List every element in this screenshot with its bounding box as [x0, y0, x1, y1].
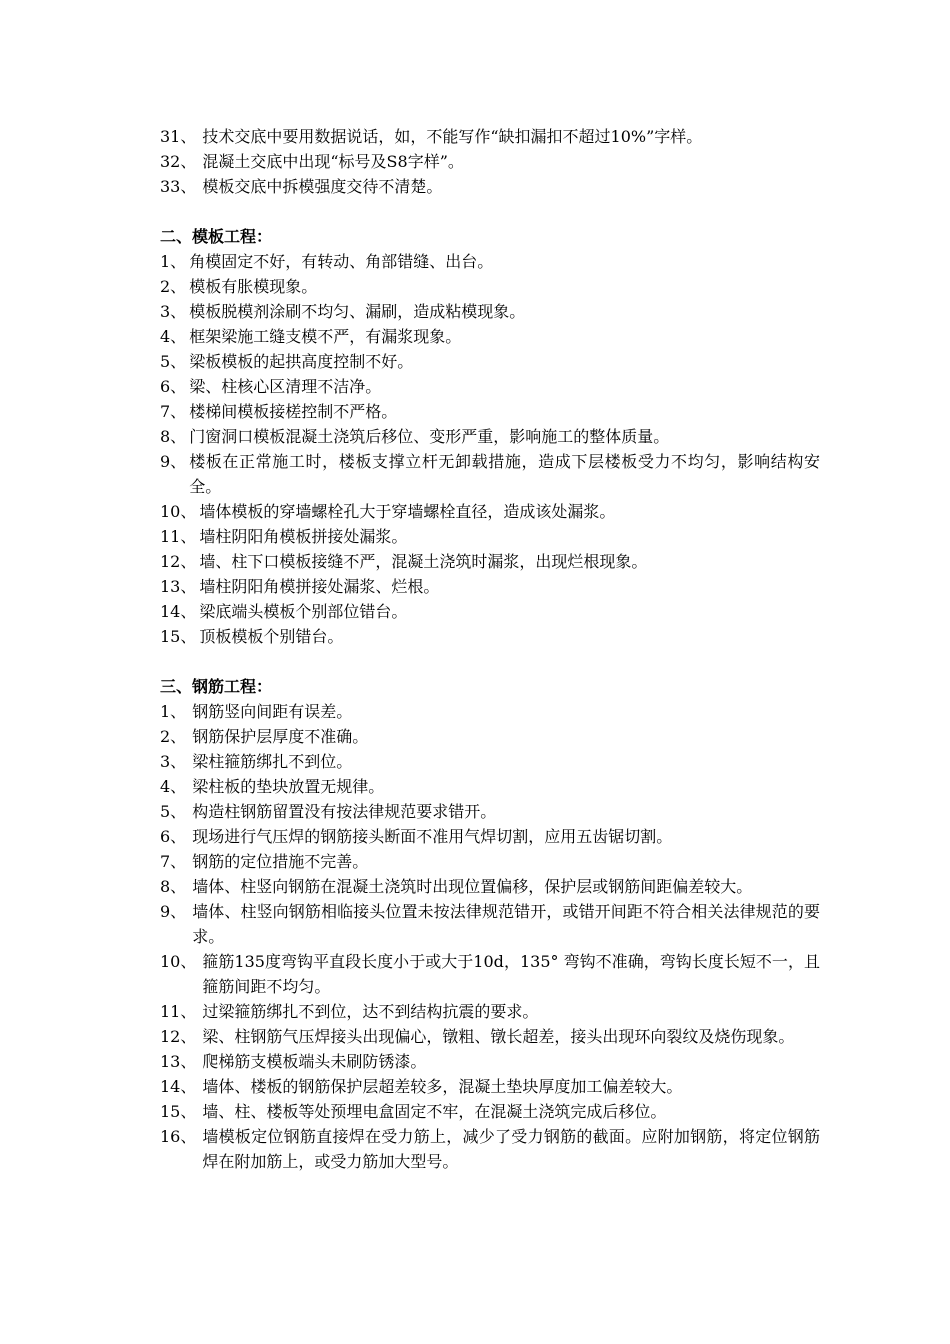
- item-number: 10、: [160, 502, 197, 521]
- item-text: 角模固定不好，有转动、角部错缝、出台。: [189, 252, 494, 271]
- item-number: 12、: [160, 552, 197, 571]
- list-item: [160, 874, 820, 899]
- item-text: 墙、柱下口模板接缝不严，混凝土浇筑时漏浆，出现烂根现象。: [199, 552, 648, 571]
- item-text: 过梁箍筋绑扎不到位，达不到结构抗震的要求。: [202, 1002, 539, 1021]
- item-text: 模板脱模剂涂刷不均匀、漏刷，造成粘模现象。: [189, 302, 526, 321]
- formwork-list: [160, 249, 820, 649]
- item-number: 32、: [160, 152, 197, 171]
- item-text: 模板交底中拆模强度交待不清楚。: [202, 177, 443, 196]
- list-item: [160, 1124, 820, 1174]
- item-number: 3、: [160, 302, 187, 321]
- list-item: [160, 549, 820, 574]
- item-number: 13、: [160, 1052, 197, 1071]
- list-item: [160, 799, 820, 824]
- item-number: 33、: [160, 177, 197, 196]
- list-item: [160, 749, 820, 774]
- item-number: 15、: [160, 627, 197, 646]
- list-item: [160, 999, 820, 1024]
- list-item: [160, 574, 820, 599]
- item-text: 模板有胀模现象。: [189, 277, 318, 296]
- list-item: [160, 349, 820, 374]
- item-number: 15、: [160, 1102, 197, 1121]
- item-number: 8、: [160, 427, 187, 446]
- item-text: 墙体、柱竖向钢筋相临接头位置未按法律规范错开，或错开间距不符合相关法律规范的要求。: [192, 902, 820, 946]
- item-text: 框架梁施工缝支模不严，有漏浆现象。: [189, 327, 462, 346]
- item-number: 31、: [160, 127, 197, 146]
- item-text: 梁柱板的垫块放置无规律。: [192, 777, 385, 796]
- list-item: [160, 899, 820, 949]
- rebar-list: [160, 699, 820, 1174]
- item-number: 14、: [160, 602, 197, 621]
- item-number: 14、: [160, 1077, 197, 1096]
- list-item: [160, 624, 820, 649]
- item-text: 顶板模板个别错台。: [199, 627, 344, 646]
- item-text: 构造柱钢筋留置没有按法律规范要求错开。: [192, 802, 497, 821]
- item-number: 6、: [160, 827, 187, 846]
- list-item: [160, 824, 820, 849]
- item-number: 9、: [160, 902, 187, 921]
- item-text: 技术交底中要用数据说话，如，不能写作“缺扣漏扣不超过10%”字样。: [202, 127, 703, 146]
- item-number: 1、: [160, 702, 187, 721]
- item-number: 11、: [160, 1002, 197, 1021]
- list-item: [160, 499, 820, 524]
- list-item: [160, 1074, 820, 1099]
- list-item: [160, 249, 820, 274]
- list-item: [160, 399, 820, 424]
- item-number: 16、: [160, 1127, 197, 1146]
- item-text: 钢筋保护层厚度不准确。: [192, 727, 369, 746]
- item-text: 梁底端头模板个别部位错台。: [199, 602, 408, 621]
- item-number: 12、: [160, 1027, 197, 1046]
- item-number: 4、: [160, 777, 187, 796]
- item-number: 6、: [160, 377, 187, 396]
- list-item: [160, 849, 820, 874]
- item-text: 梁柱箍筋绑扎不到位。: [192, 752, 353, 771]
- item-text: 楼梯间模板接槎控制不严格。: [189, 402, 398, 421]
- item-text: 墙体模板的穿墙螺栓孔大于穿墙螺栓直径，造成该处漏浆。: [199, 502, 616, 521]
- item-text: 门窗洞口模板混凝土浇筑后移位、变形严重，影响施工的整体质量。: [189, 427, 670, 446]
- item-text: 钢筋竖向间距有误差。: [192, 702, 353, 721]
- item-number: 9、: [160, 452, 187, 471]
- list-item: [160, 1099, 820, 1124]
- list-item: [160, 424, 820, 449]
- item-text: 楼板在正常施工时，楼板支撑立杆无卸载措施，造成下层楼板受力不均匀，影响结构安全。: [189, 452, 820, 496]
- item-number: 7、: [160, 852, 187, 871]
- section-formwork: [160, 224, 820, 649]
- item-number: 7、: [160, 402, 187, 421]
- item-text: 钢筋的定位措施不完善。: [192, 852, 369, 871]
- item-text: 墙模板定位钢筋直接焊在受力筋上，减少了受力钢筋的截面。应附加钢筋，将定位钢筋焊在附加筋上，或受力筋加大型号。: [202, 1127, 820, 1171]
- item-text: 梁、柱钢筋气压焊接头出现偏心，镦粗、镦长超差，接头出现环向裂纹及烧伤现象。: [202, 1027, 795, 1046]
- item-text: 箍筋135度弯钩平直段长度小于或大于10d，135° 弯钩不准确，弯钩长度长短不一，且箍筋间距不均匀。: [202, 952, 820, 996]
- list-item: [160, 174, 820, 199]
- item-text: 梁板模板的起拱高度控制不好。: [189, 352, 414, 371]
- item-text: 墙柱阴阳角模板拼接处漏浆。: [199, 527, 408, 546]
- item-text: 现场进行气压焊的钢筋接头断面不准用气焊切割，应用五齿锯切割。: [192, 827, 673, 846]
- list-item: [160, 374, 820, 399]
- list-item: [160, 274, 820, 299]
- item-number: 2、: [160, 277, 187, 296]
- item-number: 13、: [160, 577, 197, 596]
- list-item: [160, 324, 820, 349]
- list-item: [160, 124, 820, 149]
- item-number: 2、: [160, 727, 187, 746]
- list-item: [160, 774, 820, 799]
- list-item: [160, 599, 820, 624]
- list-item: [160, 149, 820, 174]
- list-item: [160, 1024, 820, 1049]
- item-number: 10、: [160, 952, 197, 971]
- list-item: [160, 699, 820, 724]
- item-number: 3、: [160, 752, 187, 771]
- list-item: [160, 1049, 820, 1074]
- section-heading-rebar: 三、钢筋工程：: [160, 677, 273, 696]
- item-text: 墙柱阴阳角模拼接处漏浆、烂根。: [199, 577, 440, 596]
- item-number: 1、: [160, 252, 187, 271]
- item-number: 4、: [160, 327, 187, 346]
- list-item: [160, 524, 820, 549]
- item-text: 墙、柱、楼板等处预埋电盒固定不牢，在混凝土浇筑完成后移位。: [202, 1102, 667, 1121]
- list-item: [160, 724, 820, 749]
- list-item: [160, 299, 820, 324]
- item-text: 墙体、楼板的钢筋保护层超差较多，混凝土垫块厚度加工偏差较大。: [202, 1077, 683, 1096]
- item-text: 爬梯筋支模板端头未刷防锈漆。: [202, 1052, 427, 1071]
- item-number: 8、: [160, 877, 187, 896]
- item-number: 5、: [160, 352, 187, 371]
- list-item: [160, 949, 820, 999]
- section-previous-list: [160, 124, 820, 199]
- item-text: 墙体、柱竖向钢筋在混凝土浇筑时出现位置偏移，保护层或钢筋间距偏差较大。: [192, 877, 753, 896]
- item-text: 混凝土交底中出现“标号及S8字样”。: [202, 152, 464, 171]
- item-number: 11、: [160, 527, 197, 546]
- section-rebar: [160, 674, 820, 1174]
- list-item: [160, 449, 820, 499]
- item-text: 梁、柱核心区清理不洁净。: [189, 377, 382, 396]
- item-number: 5、: [160, 802, 187, 821]
- section-heading-formwork: 二、模板工程：: [160, 227, 273, 246]
